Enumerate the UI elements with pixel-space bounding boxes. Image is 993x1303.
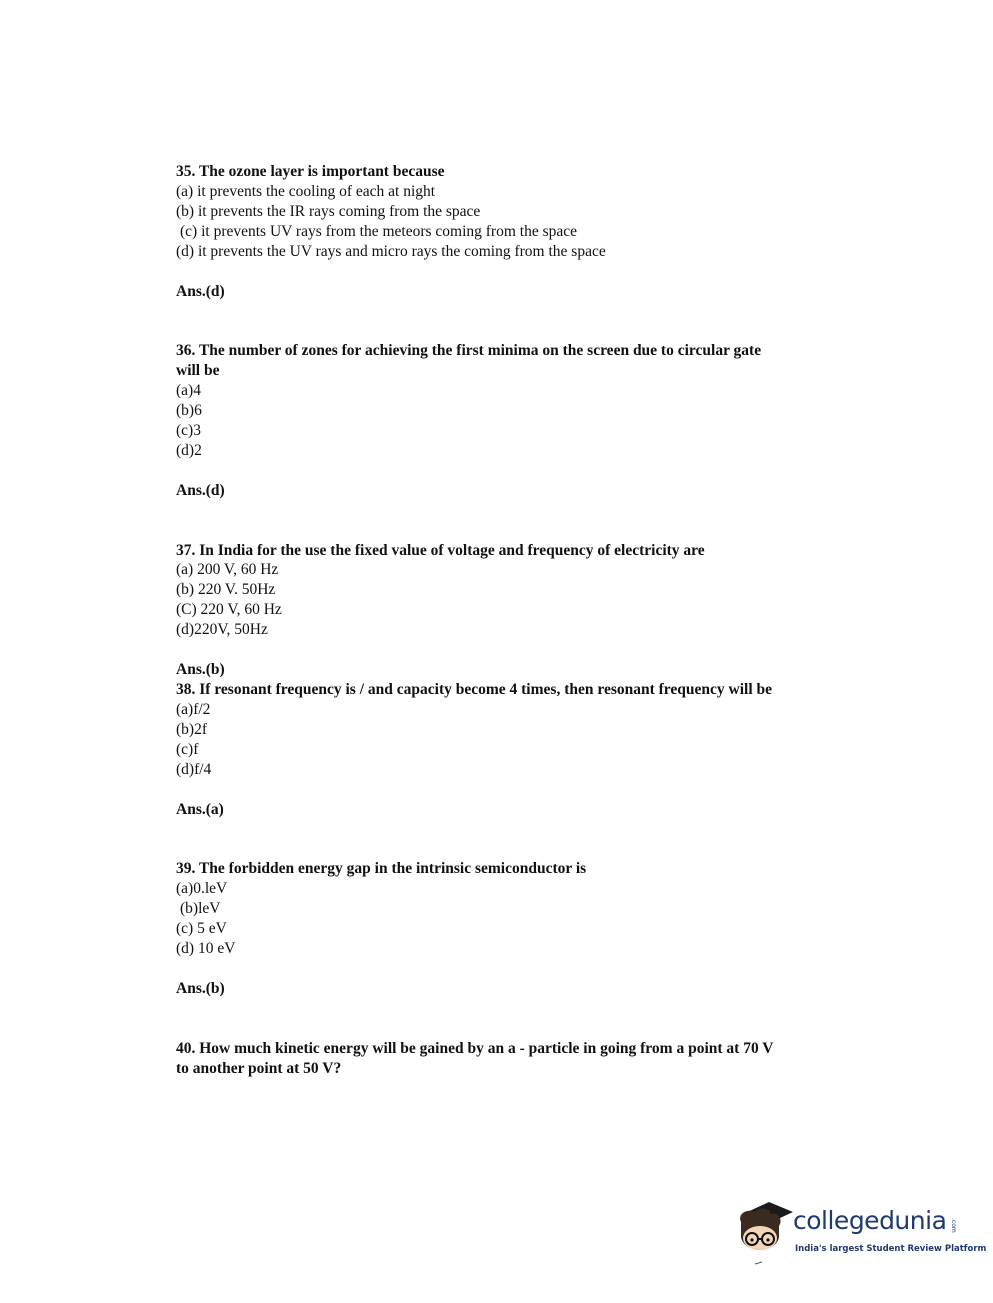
logo-domain-suffix: .com [950, 1218, 957, 1233]
question-36-text-cont: will be [176, 362, 220, 379]
question-35-answer: Ans.(d) [176, 283, 225, 300]
question-40-text-cont: to another point at 50 V? [176, 1060, 342, 1077]
question-39-option-d: (d) 10 eV [176, 940, 236, 957]
collegedunia-logo-text: collegedunia [793, 1206, 947, 1235]
question-38-text: 38. If resonant frequency is / and capacity become 4 times, then resonant frequency will be [176, 681, 773, 698]
question-39-option-c: (c) 5 eV [176, 920, 227, 937]
question-37-option-a: (a) 200 V, 60 Hz [176, 561, 279, 578]
question-40-text: 40. How much kinetic energy will be gained by an a - particle in going from a point at 70 V [176, 1040, 774, 1057]
question-38-option-a: (a)f/2 [176, 701, 211, 718]
logo-tagline: India's largest Student Review Platform [795, 1244, 987, 1254]
question-35-option-d: (d) it prevents the UV rays and micro rays the coming from the space [176, 243, 606, 260]
question-39-option-b: (b)leV [180, 900, 221, 917]
question-35-option-a: (a) it prevents the cooling of each at night [176, 183, 436, 200]
question-39-text: 39. The forbidden energy gap in the intrinsic semiconductor is [176, 860, 587, 877]
question-39-answer: Ans.(b) [176, 980, 225, 997]
question-35-option-b: (b) it prevents the IR rays coming from the space [176, 203, 481, 220]
question-36-option-a: (a)4 [176, 382, 201, 399]
question-37-text: 37. In India for the use the fixed value of voltage and frequency of electricity are [176, 542, 705, 559]
question-38-answer: Ans.(a) [176, 801, 224, 818]
question-37-option-b: (b) 220 V. 50Hz [176, 581, 276, 598]
question-37-option-d: (d)220V, 50Hz [176, 621, 268, 638]
question-39-option-a: (a)0.leV [176, 880, 228, 897]
question-36-option-d: (d)2 [176, 442, 202, 459]
question-38-option-d: (d)f/4 [176, 761, 212, 778]
question-35-option-c: (c) it prevents UV rays from the meteors coming from the space [180, 223, 577, 240]
question-36-option-b: (b)6 [176, 402, 202, 419]
question-36-text: 36. The number of zones for achieving the first minima on the screen due to circular gate [176, 342, 762, 359]
question-37-answer: Ans.(b) [176, 661, 225, 678]
question-35-text: 35. The ozone layer is important because [176, 163, 445, 180]
question-38-option-c: (c)f [176, 741, 199, 758]
question-36-answer: Ans.(d) [176, 482, 225, 499]
question-37-option-c: (C) 220 V, 60 Hz [176, 601, 282, 618]
question-38-option-b: (b)2f [176, 721, 207, 738]
question-36-option-c: (c)3 [176, 422, 201, 439]
